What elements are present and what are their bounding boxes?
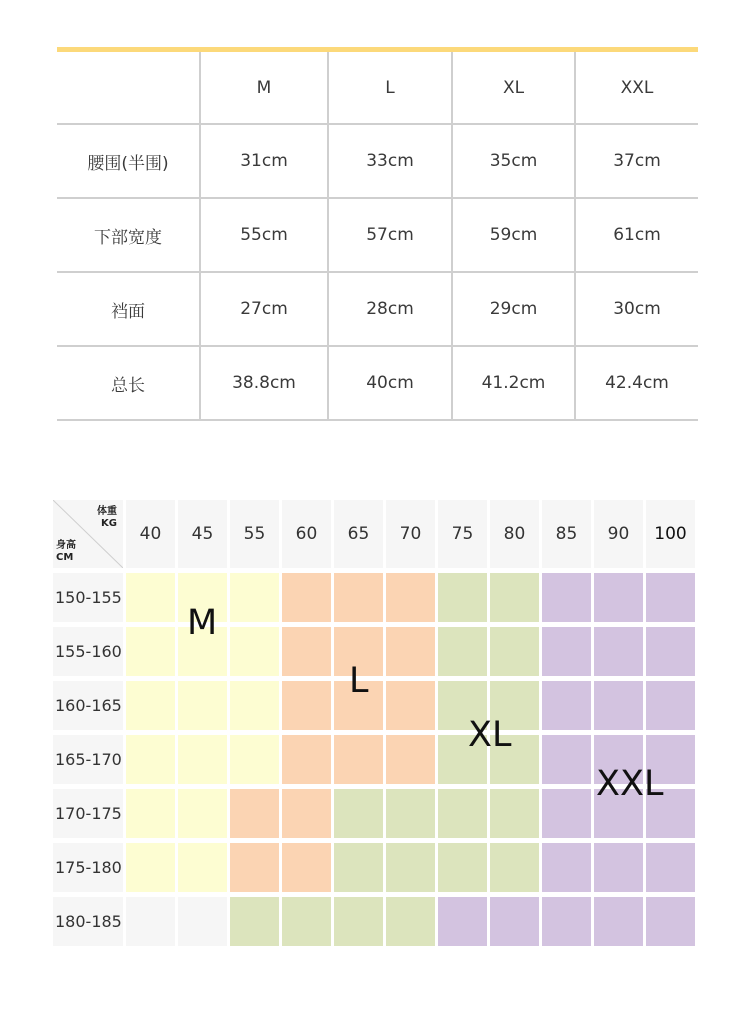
height-row-label: 180-185 [53, 897, 123, 946]
size-zone-cell [594, 843, 643, 892]
header-blank-cell [57, 52, 201, 123]
weight-header-cell: 90 [594, 500, 643, 568]
size-zone-cell [178, 843, 227, 892]
table-cell: 37cm [613, 151, 661, 171]
size-zone-cell [230, 735, 279, 784]
size-zone-cell [386, 789, 435, 838]
height-row-label: 150-155 [53, 573, 123, 622]
size-zone-cell [282, 627, 331, 676]
size-zone-cell [178, 681, 227, 730]
size-zone-cell [334, 573, 383, 622]
height-row-label: 155-160 [53, 627, 123, 676]
size-zone-cell [438, 789, 487, 838]
size-zone-cell [178, 789, 227, 838]
weight-header-cell: 45 [178, 500, 227, 568]
size-zone-cell [490, 573, 539, 622]
size-zone-cell [282, 573, 331, 622]
size-zone-cell [542, 789, 591, 838]
size-zone-cell [126, 627, 175, 676]
row-label-bottom-width: 下部宽度 [57, 199, 201, 271]
size-zone-cell [542, 897, 591, 946]
weight-header-cell: 75 [438, 500, 487, 568]
table-cell: 27cm [201, 273, 329, 345]
size-zone-cell [282, 897, 331, 946]
size-zone-cell [334, 789, 383, 838]
weight-header-cell: 85 [542, 500, 591, 568]
table-cell: 30cm [613, 299, 661, 319]
table-row [57, 273, 698, 347]
table-row [57, 125, 698, 199]
size-zone-cell [230, 627, 279, 676]
size-zone-cell [230, 897, 279, 946]
zone-label-l: L [349, 661, 369, 701]
zone-label-m: M [187, 603, 218, 643]
size-zone-cell [334, 843, 383, 892]
zone-label-xl: XL [468, 715, 512, 755]
size-zone-cell [230, 843, 279, 892]
size-zone-cell [126, 897, 175, 946]
table-cell: 38.8cm [201, 347, 329, 419]
table-cell: 35cm [453, 125, 576, 197]
size-zone-cell [646, 627, 695, 676]
table-cell: 28cm [329, 273, 453, 345]
size-zone-cell [386, 627, 435, 676]
size-zone-cell [490, 897, 539, 946]
size-zone-cell [126, 573, 175, 622]
size-zone-cell [282, 789, 331, 838]
table-row [57, 199, 698, 273]
table-cell: 61cm [613, 225, 661, 245]
size-zone-cell [282, 681, 331, 730]
size-zone-cell [438, 627, 487, 676]
height-row-label: 160-165 [53, 681, 123, 730]
size-zone-cell [178, 897, 227, 946]
size-zone-cell [386, 681, 435, 730]
size-zone-cell [126, 789, 175, 838]
size-zone-cell [438, 897, 487, 946]
size-recommendation-grid [53, 500, 695, 946]
header-size-xl: XL [453, 52, 576, 123]
size-zone-cell [438, 843, 487, 892]
table-cell: 40cm [329, 347, 453, 419]
size-zone-cell [126, 681, 175, 730]
size-zone-cell [490, 843, 539, 892]
size-zone-cell [490, 627, 539, 676]
zone-label-xxl: XXL [596, 764, 664, 804]
size-zone-cell [594, 573, 643, 622]
table-cell: 57cm [329, 199, 453, 271]
weight-header-cell: 40 [126, 500, 175, 568]
table-cell: 33cm [329, 125, 453, 197]
weight-header-cell: 80 [490, 500, 539, 568]
size-zone-cell [178, 735, 227, 784]
size-zone-cell [386, 843, 435, 892]
size-zone-cell [542, 681, 591, 730]
size-table-header-row [57, 52, 698, 125]
height-axis-label: 身高 CM [56, 540, 76, 563]
weight-axis-label: 体重 KG [97, 506, 117, 529]
table-row [57, 347, 698, 421]
height-row-label: 165-170 [53, 735, 123, 784]
header-size-m: M [201, 52, 329, 123]
size-zone-cell [646, 573, 695, 622]
size-zone-cell [646, 681, 695, 730]
table-cell: 31cm [201, 125, 329, 197]
size-table [57, 47, 698, 421]
row-label-crotch: 裆面 [57, 273, 201, 345]
size-zone-cell [386, 573, 435, 622]
size-zone-cell [646, 843, 695, 892]
size-zone-cell [334, 897, 383, 946]
size-zone-cell [542, 843, 591, 892]
size-zone-cell [126, 735, 175, 784]
size-zone-cell [542, 627, 591, 676]
weight-header-cell: 60 [282, 500, 331, 568]
height-row-label: 170-175 [53, 789, 123, 838]
size-zone-cell [386, 897, 435, 946]
size-zone-cell [386, 735, 435, 784]
header-size-xxl: XXL [620, 77, 654, 98]
table-cell: 29cm [453, 273, 576, 345]
table-cell: 55cm [201, 199, 329, 271]
table-cell: 41.2cm [453, 347, 576, 419]
size-zone-cell [230, 681, 279, 730]
weight-header-cell: 65 [334, 500, 383, 568]
size-zone-cell [542, 573, 591, 622]
size-zone-cell [438, 573, 487, 622]
size-zone-cell [646, 897, 695, 946]
size-zone-cell [542, 735, 591, 784]
size-zone-cell [230, 789, 279, 838]
grid-corner-header [53, 500, 123, 568]
table-cell: 42.4cm [605, 373, 669, 393]
size-zone-cell [594, 681, 643, 730]
weight-header-cell: 100 [646, 500, 695, 568]
size-zone-cell [490, 789, 539, 838]
size-zone-cell [594, 627, 643, 676]
header-size-l: L [329, 52, 453, 123]
size-zone-cell [282, 843, 331, 892]
size-zone-cell [230, 573, 279, 622]
row-label-total-length: 总长 [57, 347, 201, 419]
weight-header-cell: 55 [230, 500, 279, 568]
size-zone-cell [334, 735, 383, 784]
row-label-waist: 腰围(半围) [57, 125, 201, 197]
weight-header-cell: 70 [386, 500, 435, 568]
size-zone-cell [594, 897, 643, 946]
size-zone-cell [126, 843, 175, 892]
size-zone-cell [282, 735, 331, 784]
table-cell: 59cm [453, 199, 576, 271]
height-row-label: 175-180 [53, 843, 123, 892]
